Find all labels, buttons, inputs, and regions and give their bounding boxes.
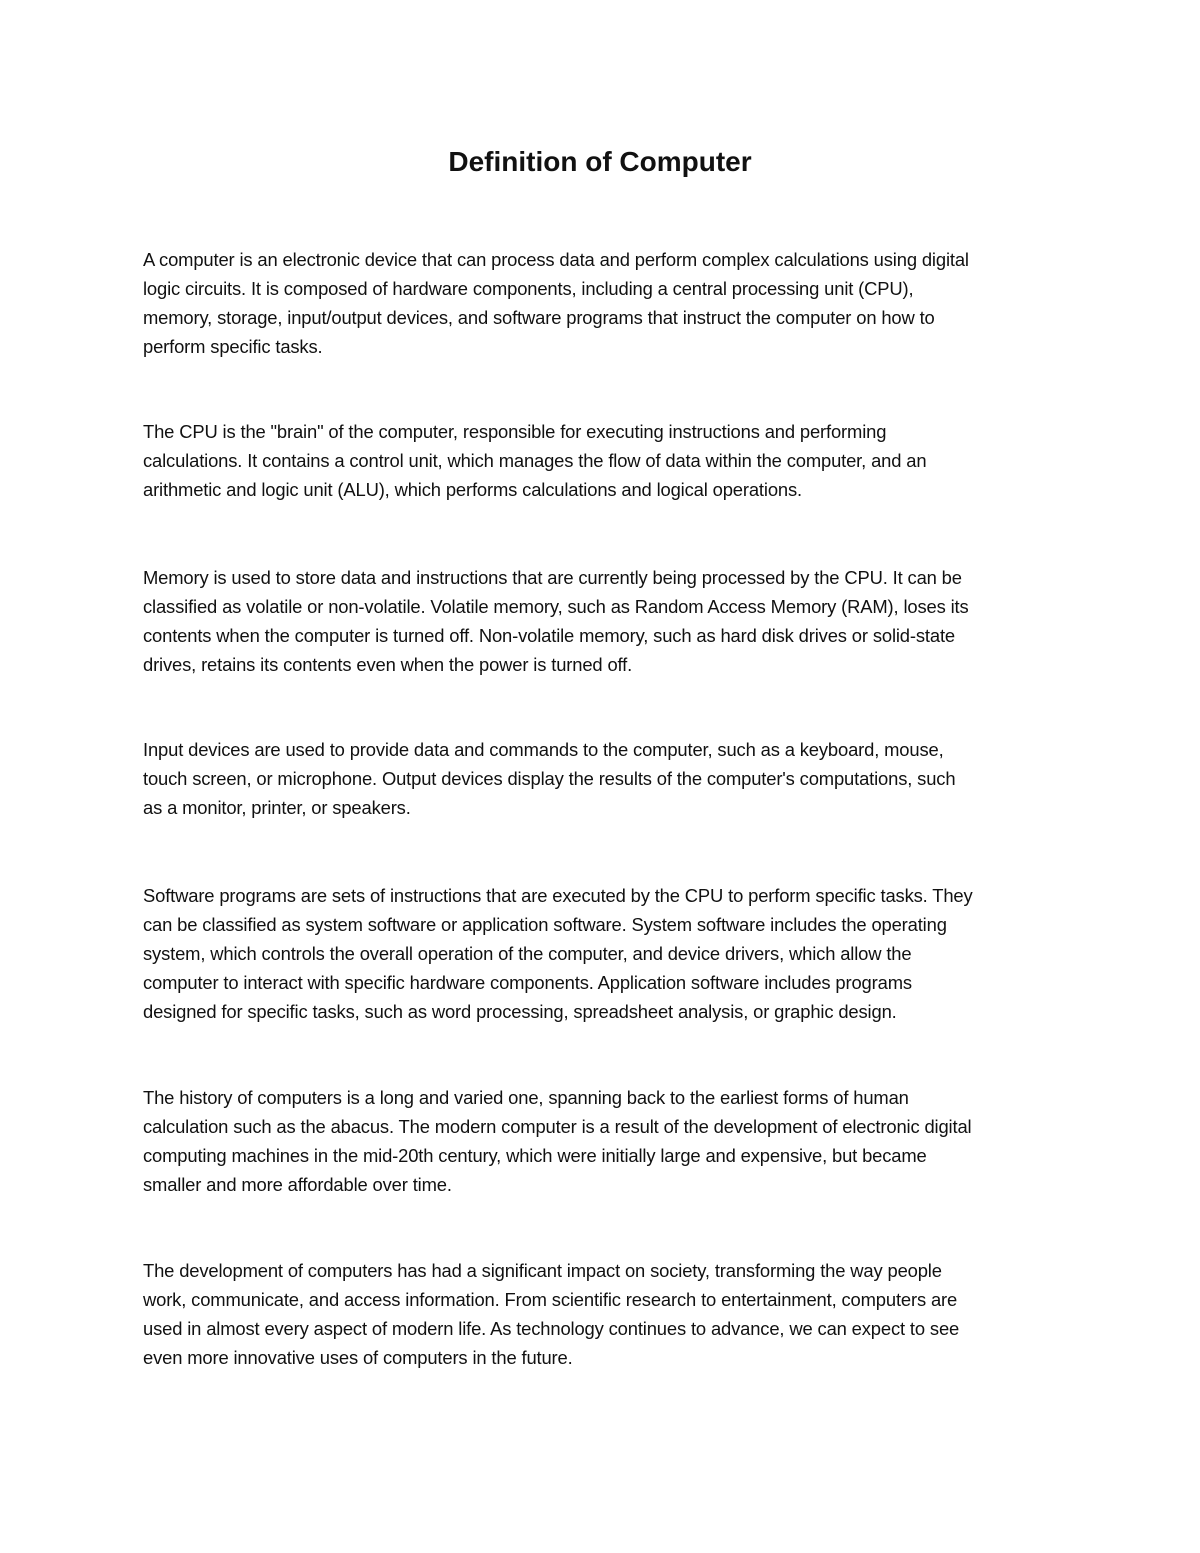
paragraph-5 [143,881,973,1026]
paragraph-line: drives, retains its contents even when the power is turned off. [143,654,633,675]
paragraph-line: A computer is an electronic device that can process data and perform complex calculations using digital [143,249,969,270]
paragraph-1 [143,245,969,361]
paragraph-line: classified as volatile or non-volatile. Volatile memory, such as Random Access Memory (RAM), loses its [143,596,969,617]
paragraph-7 [143,1256,959,1372]
paragraph-2 [143,417,926,504]
paragraph-line: even more innovative uses of computers in the future. [143,1347,573,1368]
paragraph-line: contents when the computer is turned off. Non-volatile memory, such as hard disk drives or solid-state [143,625,955,646]
paragraph-line: logic circuits. It is composed of hardware components, including a central processing unit (CPU), [143,278,914,299]
paragraph-line: calculation such as the abacus. The modern computer is a result of the development of electronic digital [143,1116,972,1137]
paragraph-line: system, which controls the overall operation of the computer, and device drivers, which allow the [143,943,912,964]
paragraph-line: Input devices are used to provide data and commands to the computer, such as a keyboard, mouse, [143,739,944,760]
paragraph-line: perform specific tasks. [143,336,323,357]
paragraph-line: The development of computers has had a significant impact on society, transforming the way people [143,1260,942,1281]
paragraph-line: The CPU is the "brain" of the computer, responsible for executing instructions and performing [143,421,887,442]
paragraph-line: Software programs are sets of instructions that are executed by the CPU to perform specific tasks. They [143,885,973,906]
paragraph-4 [143,735,955,822]
paragraph-line: work, communicate, and access information. From scientific research to entertainment, computers are [143,1289,958,1310]
document-title: Definition of Computer [448,146,752,177]
paragraph-line: arithmetic and logic unit (ALU), which performs calculations and logical operations. [143,479,802,500]
paragraph-line: as a monitor, printer, or speakers. [143,797,411,818]
paragraph-line: smaller and more affordable over time. [143,1174,452,1195]
paragraph-line: computing machines in the mid-20th century, which were initially large and expensive, but became [143,1145,927,1166]
paragraph-6 [143,1083,971,1199]
paragraph-line: calculations. It contains a control unit, which manages the flow of data within the computer, and an [143,450,927,471]
paragraph-line: used in almost every aspect of modern life. As technology continues to advance, we can expect to see [143,1318,960,1339]
paragraph-line: memory, storage, input/output devices, and software programs that instruct the computer on how to [143,307,935,328]
paragraph-line: designed for specific tasks, such as word processing, spreadsheet analysis, or graphic design. [143,1001,897,1022]
paragraph-line: computer to interact with specific hardware components. Application software includes programs [143,972,912,993]
paragraph-3 [143,563,969,679]
paragraph-line: The history of computers is a long and varied one, spanning back to the earliest forms of human [143,1087,909,1108]
paragraph-line: can be classified as system software or application software. System software includes the operating [143,914,947,935]
paragraph-line: Memory is used to store data and instructions that are currently being processed by the CPU. It can be [143,567,962,588]
paragraph-line: touch screen, or microphone. Output devices display the results of the computer's computations, such [143,768,956,789]
